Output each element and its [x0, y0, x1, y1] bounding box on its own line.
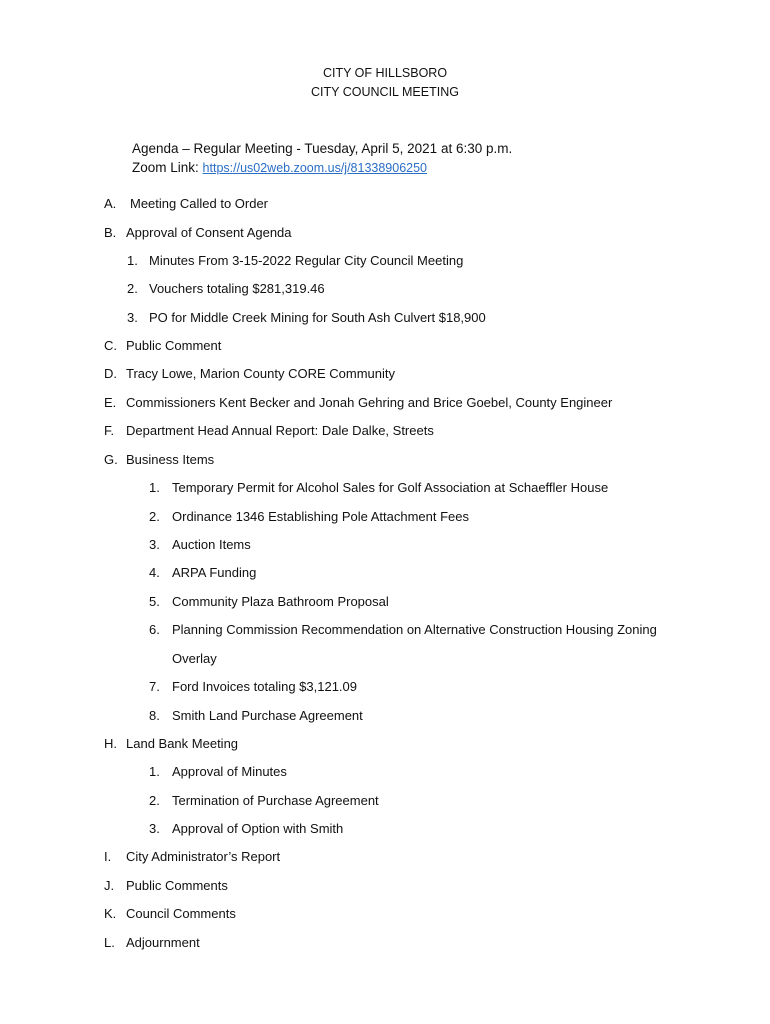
item-marker: F.: [104, 423, 115, 438]
item-marker: I.: [104, 849, 112, 864]
subitem-text-continued: Overlay: [172, 651, 217, 666]
subitem-text: Smith Land Purchase Agreement: [172, 708, 363, 723]
subitem-marker: 3.: [149, 537, 160, 552]
zoom-link-line: [132, 160, 427, 175]
subitem-marker: 1.: [149, 764, 160, 779]
item-marker: L.: [104, 935, 115, 950]
item-text: Department Head Annual Report: Dale Dalke, Streets: [126, 423, 434, 438]
zoom-label: Zoom Link:: [132, 160, 199, 175]
subitem-marker: 6.: [149, 622, 160, 637]
item-text: Public Comments: [126, 878, 228, 893]
meeting-title-heading: CITY COUNCIL MEETING: [311, 85, 459, 99]
subitem-text: Ordinance 1346 Establishing Pole Attachment Fees: [172, 509, 470, 524]
subitem-text: Community Plaza Bathroom Proposal: [172, 594, 389, 609]
subitem-text: Vouchers totaling $281,319.46: [149, 281, 325, 296]
zoom-link[interactable]: https://us02web.zoom.us/j/81338906250: [202, 161, 428, 175]
item-marker: G.: [104, 452, 118, 467]
item-marker: H.: [104, 736, 117, 751]
subitem-text: Approval of Minutes: [172, 764, 287, 779]
item-marker: A.: [104, 196, 117, 211]
item-marker: E.: [104, 395, 117, 410]
subitem-marker: 5.: [149, 594, 160, 609]
item-marker: J.: [104, 878, 115, 893]
item-marker: K.: [104, 906, 117, 921]
subitem-marker: 1.: [149, 480, 160, 495]
subitem-marker: 2.: [149, 509, 160, 524]
subitem-marker: 2.: [127, 281, 138, 296]
item-text: Land Bank Meeting: [126, 736, 239, 751]
subitem-text: Planning Commission Recommendation on Alternative Construction Housing Zoning: [172, 622, 657, 637]
subitem-text: PO for Middle Creek Mining for South Ash Culvert $18,900: [149, 310, 486, 325]
subitem-marker: 1.: [127, 253, 138, 268]
item-text: Adjournment: [126, 935, 200, 950]
subitem-marker: 3.: [149, 821, 160, 836]
item-text: Commissioners Kent Becker and Jonah Gehring and Brice Goebel, County Engineer: [126, 395, 613, 410]
item-text: Meeting Called to Order: [130, 196, 269, 211]
item-text: Public Comment: [126, 338, 222, 353]
subitem-text: Minutes From 3-15-2022 Regular City Council Meeting: [149, 253, 464, 268]
subitem-marker: 2.: [149, 793, 160, 808]
city-name-heading: CITY OF HILLSBORO: [322, 66, 448, 80]
item-marker: B.: [104, 225, 117, 240]
item-text: City Administrator’s Report: [126, 849, 281, 864]
agenda-date-line: Agenda – Regular Meeting - Tuesday, April 5, 2021 at 6:30 p.m.: [132, 141, 513, 156]
subitem-text: Temporary Permit for Alcohol Sales for Golf Association at Schaeffler House: [172, 480, 609, 495]
subitem-marker: 8.: [149, 708, 160, 723]
subitem-marker: 3.: [127, 310, 138, 325]
item-text: Tracy Lowe, Marion County CORE Community: [126, 366, 395, 381]
subitem-text: ARPA Funding: [172, 565, 257, 580]
subitem-text: Ford Invoices totaling $3,121.09: [172, 679, 358, 694]
subitem-text: Termination of Purchase Agreement: [172, 793, 379, 808]
item-text: Approval of Consent Agenda: [126, 225, 292, 240]
item-text: Business Items: [126, 452, 215, 467]
item-text: Council Comments: [126, 906, 236, 921]
item-marker: D.: [104, 366, 117, 381]
item-marker: C.: [104, 338, 117, 353]
subitem-marker: 7.: [149, 679, 160, 694]
subitem-text: Approval of Option with Smith: [172, 821, 344, 836]
subitem-text: Auction Items: [172, 537, 251, 552]
subitem-marker: 4.: [149, 565, 160, 580]
